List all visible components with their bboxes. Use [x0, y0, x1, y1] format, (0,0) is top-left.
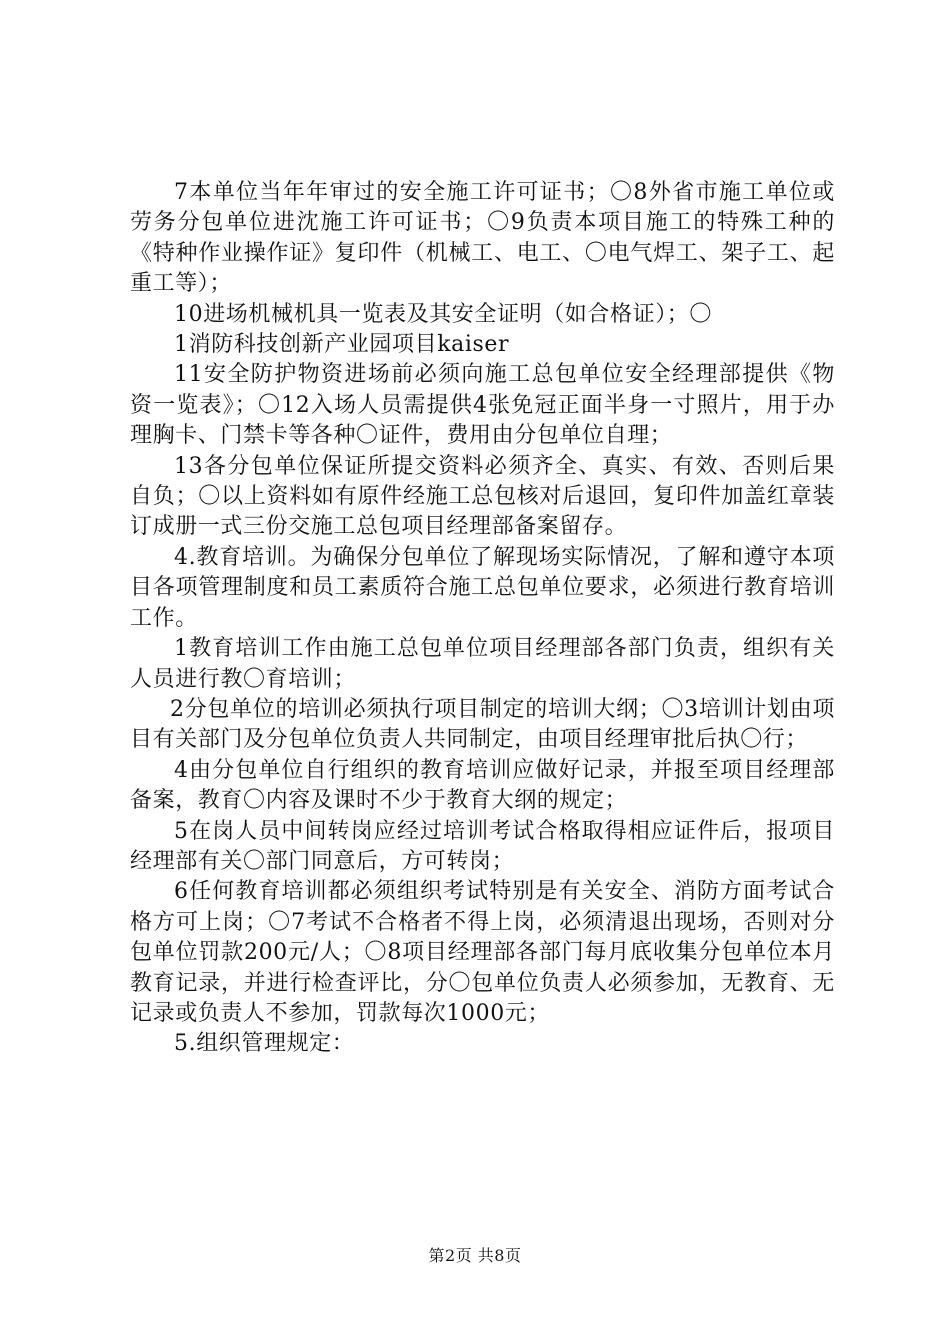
paragraph-training-6: 6任何教育培训都必须组织考试特别是有关安全、消防方面考试合格方可上岗；〇7考试不合格者不得上岗，必须清退出现场，否则对分包单位罚款200元/人；〇8项目经理部各部门每月底收集分包单位本月教育记录，并进行检查评比，分〇包单位负责人必须参加，无教育、无记录或负责人不参加，罚款每次1000元； [130, 879, 835, 1026]
page-footer [0, 1243, 950, 1266]
paragraph-training-1: 1教育培训工作由施工总包单位项目经理部各部门负责，组织有关人员进行教〇育培训； [130, 636, 835, 692]
page-number-label: 第2页 共8页 [428, 1246, 522, 1265]
document-body [130, 178, 835, 1060]
paragraph-4-training: 4.教育培训。为确保分包单位了解现场实际情况，了解和遵守本项目各项管理制度和员工素质符合施工总包单位要求，必须进行教育培训工作。 [130, 544, 835, 631]
paragraph-training-2: 2分包单位的培训必须执行项目制定的培训大纲；〇3培训计划由项目有关部门及分包单位负责人共同制定，由项目经理审批后执〇行； [130, 696, 835, 753]
paragraph-13-documents: 13各分包单位保证所提交资料必须齐全、真实、有效、否则后果自负；〇以上资料如有原件经施工总包核对后退回，复印件加盖红章装订成册一式三份交施工总包项目经理部备案留存。 [130, 453, 835, 540]
paragraph-project-name: 1消防科技创新产业园项目kaiser [174, 332, 510, 358]
paragraph-training-5: 5在岗人员中间转岗应经过培训考试合格取得相应证件后，报项目经理部有关〇部门同意后，方可转岗； [130, 818, 835, 874]
paragraph-10-machinery: 10进场机械机具一览表及其安全证明（如合格证）；〇 [174, 301, 712, 327]
paragraph-5-organization: 5.组织管理规定： [174, 1031, 355, 1057]
paragraph-11-materials: 11安全防护物资进场前必须向施工总包单位安全经理部提供《物资一览表》；〇12入场人员需提供4张免冠正面半身一寸照片，用于办理胸卡、门禁卡等各种〇证件，费用由分包单位自理； [130, 362, 835, 449]
paragraph-7-permit: 7本单位当年年审过的安全施工许可证书；〇8外省市施工单位或劳务分包单位进沈施工许可证书；〇9负责本项目施工的特殊工种的《特种作业操作证》复印件（机械工、电工、〇电气焊工、架子工、起重工等）； [130, 180, 835, 297]
paragraph-training-4: 4由分包单位自行组织的教育培训应做好记录，并报至项目经理部备案，教育〇内容及课时不少于教育大纲的规定； [130, 757, 835, 814]
